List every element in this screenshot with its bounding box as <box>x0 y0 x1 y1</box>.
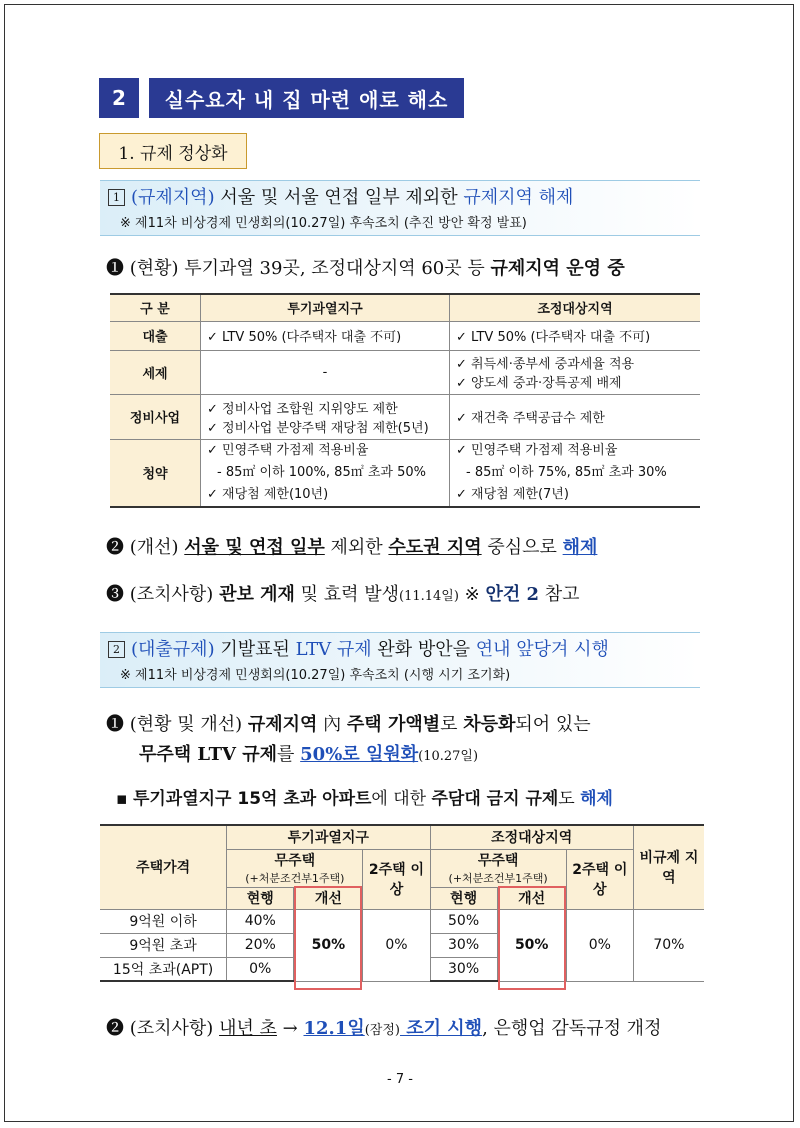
point-status: ❶ (현황) 투기과열 39곳, 조정대상지역 60곳 등 규제지역 운영 중 <box>106 258 625 279</box>
table-header: 구 분 <box>110 294 201 321</box>
section-number: 2 <box>99 78 139 118</box>
page-number: - 7 - <box>387 1072 413 1087</box>
subsection-title: 1. 규제 정상화 <box>99 133 247 169</box>
item2-band <box>100 632 700 688</box>
bullet-line: ▪ 투기과열지구 15억 초과 아파트에 대한 주담대 금지 규제도 해제 <box>116 789 613 809</box>
table-row: 15억 초과(APT) 0% 30% <box>100 957 704 981</box>
point-action: ❸ (조치사항) 관보 게재 및 효력 발생(11.14일) ※ 안건 2 참고 <box>106 584 580 605</box>
point-marker: ❶ <box>106 258 124 279</box>
item1-band <box>100 180 700 236</box>
table-header: 투기과열지구 <box>201 294 450 321</box>
item1-heading: 1 (규제지역) 서울 및 서울 연접 일부 제외한 규제지역 해제 <box>108 183 573 209</box>
table-row: 청약 ✓ 민영주택 가점제 적용비율 - 85㎡ 이하 100%, 85㎡ 초과 50% ✓ 재당첨 제한(10년) ✓ 민영주택 가점제 적용비율 - 85㎡ 이하 75%, 85㎡ 초과 30% ✓ 재당첨 제한(7년) <box>110 439 700 507</box>
table-row: 9억원 초과 20% 30% <box>100 933 704 957</box>
regulation-table <box>110 293 700 508</box>
item2-heading: 2 (대출규제) 기발표된 LTV 규제 완화 방안을 연내 앞당겨 시행 <box>108 635 609 661</box>
highlight-box <box>294 886 362 990</box>
point-improvement: ❷ (개선) 서울 및 연접 일부 제외한 수도권 지역 중심으로 해제 <box>106 537 598 558</box>
table-row: 정비사업 ✓ 정비사업 조합원 지위양도 제한 ✓ 정비사업 분양주택 재당첨 제한(5년) ✓ 재건축 주택공급수 제한 <box>110 394 700 439</box>
item1-marker: 1 <box>108 189 125 206</box>
item2-marker: 2 <box>108 641 125 658</box>
table-row: 세제 - ✓ 취득세·종부세 중과세율 적용 ✓ 양도세 중과·장특공제 배제 <box>110 350 700 394</box>
table-row: 9억원 이하 40% 50% 0% 50% 50% 0% 70% <box>100 909 704 933</box>
point-ltv-line1: ❶ (현황 및 개선) 규제지역 內 주택 가액별로 차등화되어 있는 <box>106 714 591 735</box>
highlight-box <box>498 886 566 990</box>
point-ltv-line2: 무주택 LTV 규제를 50%로 일원화(10.27일) <box>139 744 479 765</box>
item2-note: ※ 제11차 비상경제 민생회의(10.27일) 후속조치 (시행 시기 조기화) <box>120 668 511 683</box>
table-header: 조정대상지역 <box>450 294 701 321</box>
section-title: 실수요자 내 집 마련 애로 해소 <box>149 78 464 118</box>
item1-note: ※ 제11차 비상경제 민생회의(10.27일) 후속조치 (추진 방안 확정 발표) <box>120 216 527 231</box>
ltv-table: 주택가격 투기과열지구 조정대상지역 비규제 지역 무주택 (+처분조건부1주택) 2주택 이상 무주택 (+처분조건부1주택) 2주택 이상 현행 개선 현행 개선 9억원 이하 40% 50% 0% 50% 50% 0% 70% 9억원 초과 20% 30% 15억 초과(APT) 0% 30% <box>100 824 704 982</box>
point-schedule: ❷ (조치사항) 내년 초 → 12.1일(잠정) 조기 시행, 은행업 감독규정 개정 <box>106 1018 662 1039</box>
table-row: 대출 ✓ LTV 50% (다주택자 대출 不可) ✓ LTV 50% (다주택자 대출 不可) <box>110 321 700 350</box>
